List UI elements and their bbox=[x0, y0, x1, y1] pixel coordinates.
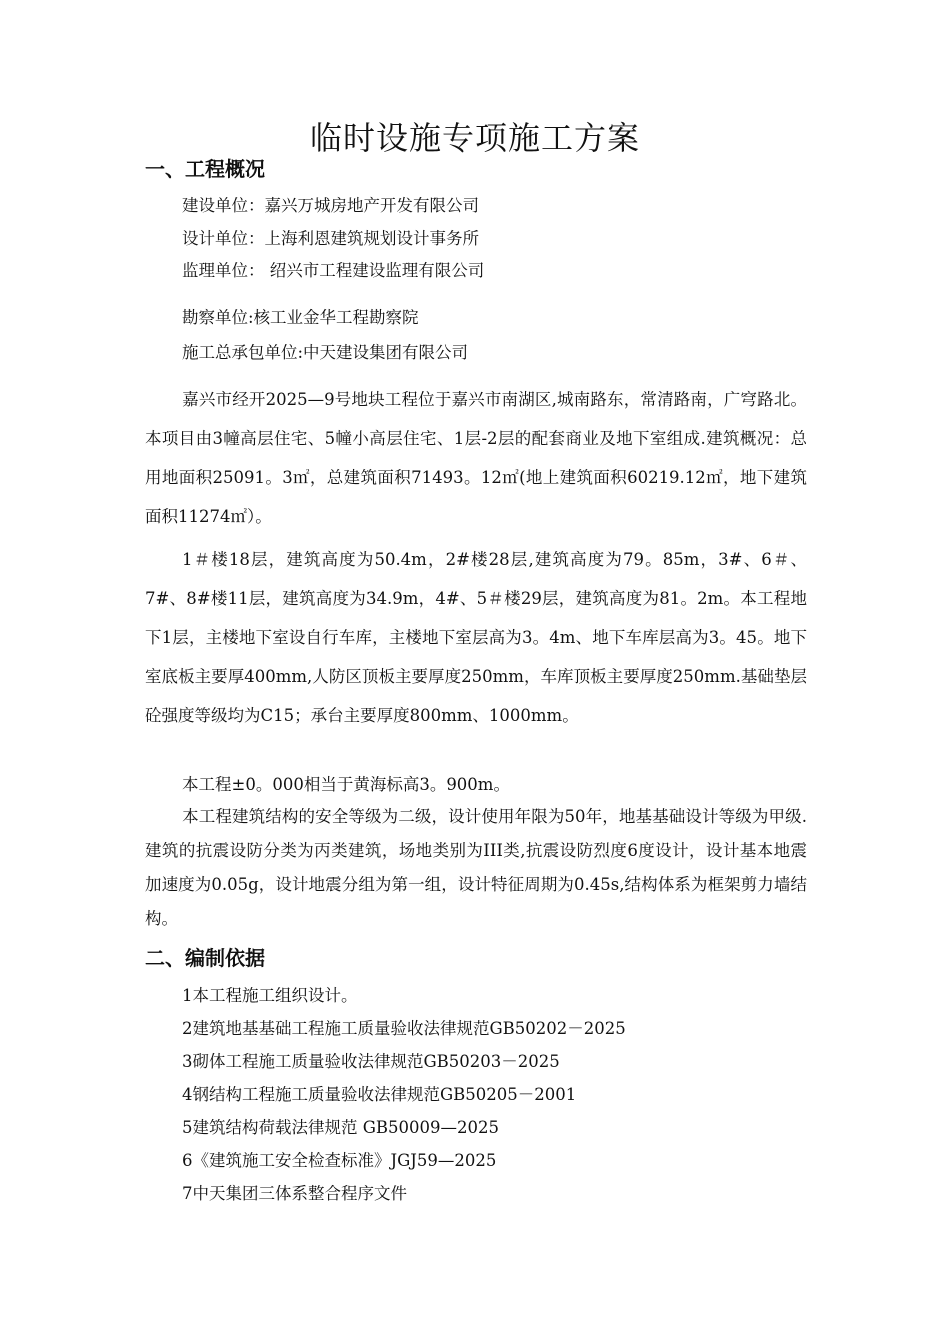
list-item: 3砌体工程施工质量验收法律规范GB50203－2025 bbox=[182, 1052, 560, 1071]
general-contractor-unit: 施工总承包单位:中天建设集团有限公司 bbox=[182, 343, 469, 362]
building-heights-paragraph bbox=[145, 540, 807, 735]
list-item: 5建筑结构荷载法律规范 GB50009—2025 bbox=[182, 1118, 500, 1137]
project-location-paragraph bbox=[145, 380, 807, 536]
document-title: 临时设施专项施工方案 bbox=[309, 119, 640, 157]
project-location-text: 嘉兴市经开2025—9号地块工程位于嘉兴市南湖区,城南路东，常清路南，广穹路北。本项目由3幢高层住宅、5幢小高层住宅、1层-2层的配套商业及地下室组成.建筑概况：总用地面积25091。3㎡，总建筑面积71493。12㎡(地上建筑面积60219.12㎡，地下建筑面积11274㎡）。 bbox=[145, 390, 807, 526]
structure-safety-paragraph bbox=[145, 800, 807, 936]
section-heading-overview: 一、工程概况 bbox=[145, 157, 265, 181]
design-unit: 设计单位：上海利恩建筑规划设计事务所 bbox=[182, 229, 479, 248]
elevation-line: 本工程±0。000相当于黄海标高3。900m。 bbox=[182, 775, 510, 794]
survey-unit: 勘察单位:核工业金华工程勘察院 bbox=[182, 308, 419, 327]
list-item: 4钢结构工程施工质量验收法律规范GB50205－2001 bbox=[182, 1085, 577, 1104]
list-item: 6《建筑施工安全检查标准》JGJ59—2025 bbox=[182, 1151, 497, 1170]
structure-safety-text: 本工程建筑结构的安全等级为二级，设计使用年限为50年，地基基础设计等级为甲级.建筑的抗震设防分类为丙类建筑，场地类别为III类,抗震设防烈度6度设计，设计基本地震加速度为0.05g，设计地震分组为第一组，设计特征周期为0.45s,结构体系为框架剪力墙结构。 bbox=[145, 807, 807, 928]
basis-list bbox=[182, 979, 626, 1210]
construction-unit: 建设单位：嘉兴万城房地产开发有限公司 bbox=[182, 196, 479, 215]
building-heights-text: 1＃楼18层，建筑高度为50.4m，2#楼28层,建筑高度为79。85m，3#、6＃、7#、8#楼11层，建筑高度为34.9m，4#、5＃楼29层，建筑高度为81。2m。本工程地下1层，主楼地下室设自行车库，主楼地下室层高为3。4m、地下车库层高为3。45。地下室底板主要厚400mm,人防区顶板主要厚度250mm，车库顶板主要厚度250mm.基础垫层砼强度等级均为C15；承台主要厚度800mm、1000mm。 bbox=[145, 550, 807, 725]
list-item: 7中天集团三体系整合程序文件 bbox=[182, 1184, 407, 1203]
supervision-unit: 监理单位： 绍兴市工程建设监理有限公司 bbox=[182, 261, 485, 280]
section-heading-basis: 二、编制依据 bbox=[145, 946, 265, 970]
list-item: 1本工程施工组织设计。 bbox=[182, 986, 358, 1005]
list-item: 2建筑地基基础工程施工质量验收法律规范GB50202－2025 bbox=[182, 1019, 626, 1038]
